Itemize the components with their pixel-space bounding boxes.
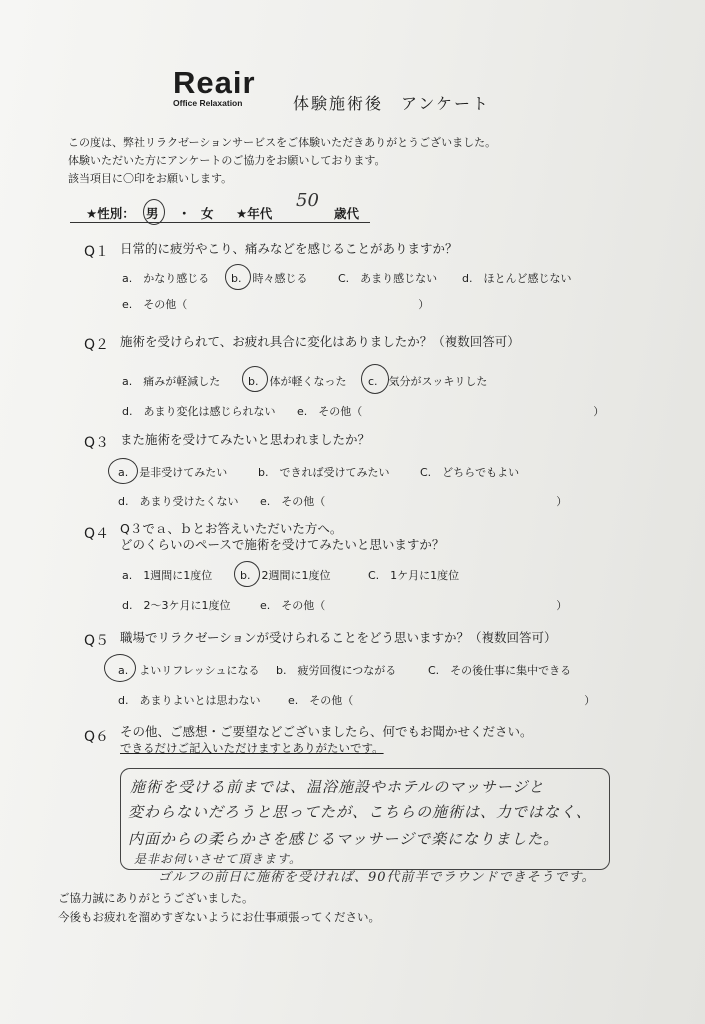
handwritten-comment-line: 内面からの柔らかさを感じるマッサージで楽になりました。: [128, 830, 560, 848]
closing-line: 今後もお疲れを溜めすぎないようにお仕事頑張ってください。: [58, 910, 380, 924]
selection-circle: [104, 654, 136, 682]
q2-option-a[interactable]: a. 痛みが軽減した: [122, 375, 221, 388]
age-value[interactable]: 50: [296, 190, 319, 211]
selection-circle: [143, 199, 165, 225]
question-text: [120, 521, 444, 553]
handwritten-comment-line: 変わらないだろうと思ってたが、こちらの施術は、力ではなく、: [128, 803, 592, 821]
question-number: Q６: [84, 729, 110, 745]
q5-option-d[interactable]: d. あまりよいとは思わない: [118, 694, 261, 707]
age-label: ★年代: [236, 206, 273, 221]
gender-separator: ・: [178, 206, 191, 221]
intro-text: [68, 134, 496, 188]
question-number: Q３: [84, 435, 110, 451]
q4-option-c[interactable]: C. 1ケ月に1度位: [368, 569, 460, 582]
q4-option-d[interactable]: d. 2～3ケ月に1度位: [122, 599, 231, 612]
q1-option-a[interactable]: a. かなり感じる: [122, 272, 210, 285]
question-number: Q５: [84, 633, 110, 649]
q5-option-a[interactable]: a. よいリフレッシュになる: [118, 664, 260, 677]
intro-line: 体験いただいた方にアンケートのご協力をお願いしております。: [68, 154, 386, 167]
age-suffix: 歳代: [334, 206, 360, 221]
intro-line: 該当項目に〇印をお願いします。: [68, 172, 233, 185]
question-number: Q１: [84, 244, 110, 260]
q3-option-b[interactable]: b. できれば受けてみたい: [258, 466, 390, 479]
q2-option-e[interactable]: e. その他（ ）: [297, 405, 605, 418]
gender-option-male[interactable]: 男: [146, 206, 159, 221]
selection-circle: [234, 561, 260, 587]
q3-option-d[interactable]: d. あまり受けたくない: [118, 495, 239, 508]
q2-option-c[interactable]: c. 気分がスッキリした: [368, 375, 488, 388]
q1-option-e[interactable]: e. その他（ ）: [122, 298, 430, 311]
intro-line: この度は、弊社リラクゼーションサービスをご体験いただきありがとうございました。: [68, 136, 497, 149]
q5-option-e[interactable]: e. その他（ ）: [288, 694, 596, 707]
selection-circle: [108, 458, 138, 484]
closing-text: [58, 889, 380, 927]
handwritten-comment-line: 是非お伺いさせて頂きます。: [134, 852, 303, 866]
q4-option-a[interactable]: a. 1週間に1度位: [122, 569, 213, 582]
question-line: Q３でａ、ｂとお答えいただいた方へ。: [120, 521, 343, 536]
q1-option-d[interactable]: d. ほとんど感じない: [462, 272, 572, 285]
question-text: 日常的に疲労やこり、痛みなどを感じることがありますか？: [120, 241, 458, 256]
q2-option-d[interactable]: d. あまり変化は感じられない: [122, 405, 276, 418]
handwritten-comment-line: ゴルフの前日に施術を受ければ、90代前半でラウンドできそうです。: [158, 870, 596, 885]
question-line: できるだけご記入いただけますとありがたいです。: [120, 741, 384, 755]
logo-subtext: Office Relaxation: [173, 98, 243, 108]
q4-option-e[interactable]: e. その他（ ）: [260, 599, 568, 612]
question-text: また施術を受けてみたいと思われましたか？: [120, 432, 371, 447]
page-title: 体験施術後 アンケート: [293, 94, 491, 113]
logo-text: Reair: [173, 65, 256, 100]
gender-option-female[interactable]: 女: [201, 206, 214, 221]
q3-option-e[interactable]: e. その他（ ）: [260, 495, 568, 508]
selection-circle: [225, 264, 251, 290]
question-text: 職場でリラクゼーションが受けられることをどう思いますか？（複数回答可）: [120, 630, 557, 645]
question-number: Q４: [84, 526, 110, 542]
selection-circle: [242, 366, 268, 392]
gender-label: ★性別：: [86, 206, 135, 221]
q3-option-c[interactable]: C. どちらでもよい: [420, 466, 520, 479]
q1-option-b[interactable]: b. 時々感じる: [231, 272, 308, 285]
closing-line: ご協力誠にありがとうございました。: [58, 891, 254, 905]
q4-option-b[interactable]: b. 2週間に1度位: [240, 569, 331, 582]
q2-option-b[interactable]: b. 体が軽くなった: [248, 375, 347, 388]
handwritten-comment-line: 施術を受ける前までは、温浴施設やホテルのマッサージと: [130, 778, 545, 796]
question-line: その他、ご感想・ご要望などございましたら、何でもお聞かせください。: [120, 724, 533, 739]
question-line: どのくらいのペースで施術を受けてみたいと思いますか？: [120, 537, 445, 552]
attributes-underline: [70, 222, 370, 223]
question-text: 施術を受けられて、お疲れ具合に変化はありましたか？（複数回答可）: [120, 334, 520, 349]
question-number: Q２: [84, 337, 110, 353]
company-logo: [173, 65, 256, 108]
q5-option-c[interactable]: C. その後仕事に集中できる: [428, 664, 572, 677]
question-text: [120, 724, 533, 756]
q5-option-b[interactable]: b. 疲労回復につながる: [276, 664, 397, 677]
q1-option-c[interactable]: C. あまり感じない: [338, 272, 438, 285]
q3-option-a[interactable]: a. 是非受けてみたい: [118, 466, 228, 479]
selection-circle: [361, 364, 389, 394]
